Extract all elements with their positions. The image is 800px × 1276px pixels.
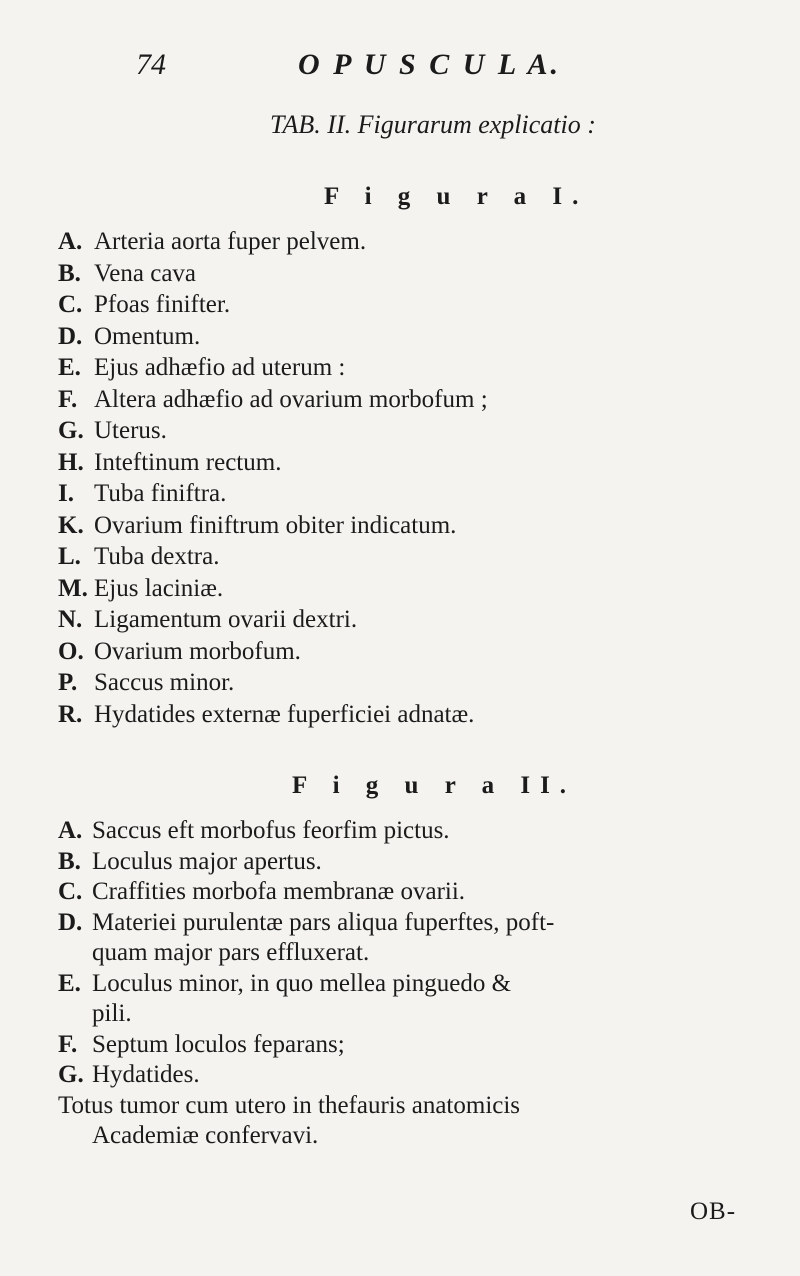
figure-2-legend	[58, 816, 554, 1152]
legend-entry-e: E. Loculus minor, in quo mellea pinguedo &	[58, 969, 512, 997]
page-number: 74	[136, 48, 166, 81]
closing-line: Totus tumor cum utero in thefauris anatomicis	[58, 1091, 521, 1119]
plate-caption: TAB. II. Figurarum explicatio :	[270, 110, 596, 139]
legend-entry-d-continuation: quam major pars effluxerat.	[92, 939, 370, 966]
running-head: O P U S C U L A.	[298, 48, 562, 81]
legend-entry-a: A. Arteria aorta fuper pelvem.	[58, 228, 367, 255]
legend-entry-k: K. Ovarium finiftrum obiter indicatum.	[58, 511, 457, 539]
catchword: OB-	[690, 1198, 737, 1225]
legend-entry-f: F. Altera adhæfio ad ovarium morbofum ;	[58, 385, 488, 413]
legend-entry-c: C. Craffities morbofa membranæ ovarii.	[58, 878, 466, 905]
legend-entry-m: M. Ejus laciniæ.	[58, 574, 224, 602]
legend-entry-r: R. Hydatides externæ fuperficiei adnatæ.	[58, 700, 475, 728]
legend-entry-f: F. Septum loculos feparans;	[58, 1030, 345, 1058]
legend-entry-d: D. Materiei purulentæ pars aliqua fuperftes, poft-	[58, 908, 555, 936]
legend-entry-a: A. Saccus eft morbofus feorfim pictus.	[58, 817, 450, 844]
legend-entry-d: D. Omentum.	[58, 322, 201, 350]
legend-entry-i: I. Tuba finiftra.	[58, 480, 227, 507]
legend-entry-o: O. Ovarium morbofum.	[58, 637, 301, 665]
page-header	[0, 48, 800, 88]
figure-1-legend	[58, 226, 488, 730]
figure-2-heading: F i g u r a II.	[292, 772, 577, 799]
legend-entry-b: B. Vena cava	[58, 259, 197, 287]
legend-entry-g: G. Hydatides.	[58, 1061, 200, 1088]
legend-entry-e-continuation: pili.	[92, 1000, 132, 1027]
legend-entry-p: P. Saccus minor.	[58, 669, 235, 696]
legend-entry-h: H. Inteftinum rectum.	[58, 448, 282, 476]
legend-entry-b: B. Loculus major apertus.	[58, 847, 322, 875]
closing-line-continuation: Academiæ confervavi.	[92, 1122, 319, 1149]
legend-entry-n: N. Ligamentum ovarii dextri.	[58, 606, 358, 633]
legend-entry-l: L. Tuba dextra.	[58, 543, 220, 570]
legend-entry-e: E. Ejus adhæfio ad uterum :	[58, 354, 346, 381]
legend-entry-g: G. Uterus.	[58, 417, 167, 444]
legend-entry-c: C. Pfoas finifter.	[58, 291, 231, 318]
figure-1-heading: F i g u r a I.	[324, 183, 589, 210]
